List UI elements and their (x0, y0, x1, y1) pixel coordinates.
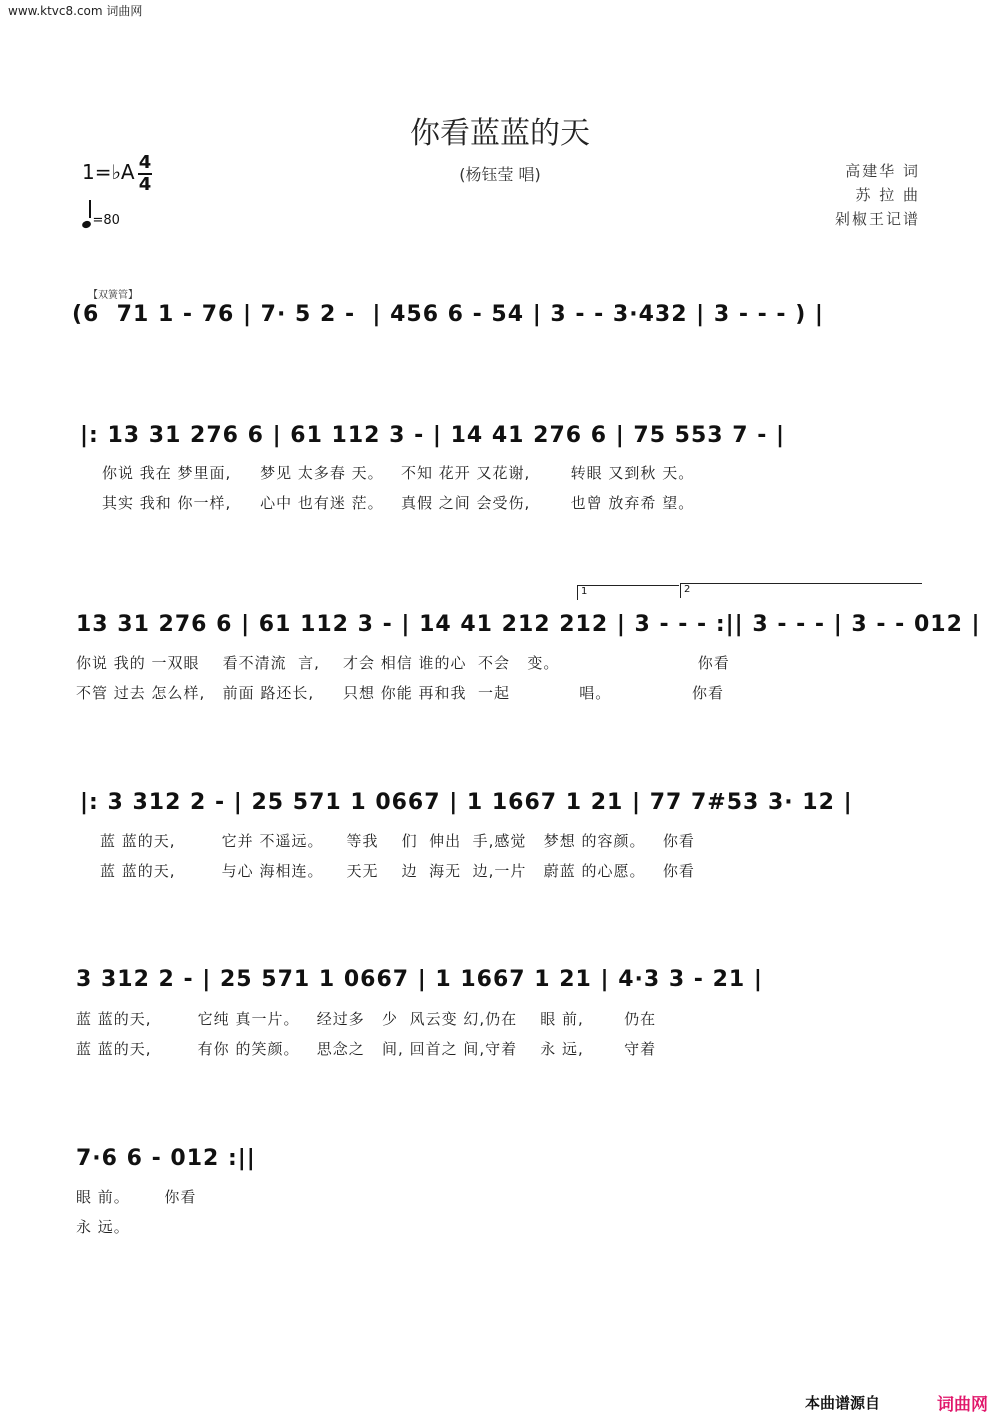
lyrics-line-1-verse-2: 其实 我和 你一样, 心中 也有迷 茫。 真假 之间 会受伤, 也曾 放弃希 望。 (102, 494, 695, 512)
song-title: 你看蓝蓝的天 (410, 116, 590, 151)
notation-line-1: |: 13 31 276 6 | 61 112 3 - | 14 41 276 6 | 75 553 7 - | (80, 423, 786, 448)
singer-credit: (杨钰莹 唱) (459, 165, 541, 184)
time-signature (138, 154, 152, 194)
lyrics-line-4-verse-1: 蓝 蓝的天, 它纯 真一片。 经过多 少 风云变 幻,仍在 眼 前, 仍在 (76, 1010, 657, 1028)
lyrics-line-4-verse-2: 蓝 蓝的天, 有你 的笑颜。 思念之 间, 回首之 间,守着 永 远, 守着 (76, 1040, 657, 1058)
time-signature-bottom: 4 (138, 174, 152, 195)
notation-line-5: 7·6 6 - 012 :|| (76, 1146, 256, 1171)
lyrics-line-1-verse-1: 你说 我在 梦里面, 梦见 太多春 天。 不知 花开 又花谢, 转眼 又到秋 天。 (102, 464, 695, 482)
first-ending-bracket: 1 (577, 585, 679, 600)
lyrics-line-2-verse-1: 你说 我的 一双眼 看不清流 言, 才会 相信 谁的心 不会 变。 你看 (76, 654, 730, 672)
notation-line-intro: (6 71 1 - 76 | 7· 5 2 - | 456 6 - 54 | 3 - - 3·432 | 3 - - - ) | (72, 302, 824, 327)
lyrics-line-5-verse-1: 眼 前。 你看 (76, 1188, 197, 1206)
time-signature-top: 4 (138, 152, 152, 173)
key-signature: 1=♭A (82, 160, 135, 184)
lyrics-line-2-verse-2: 不管 过去 怎么样, 前面 路还长, 只想 你能 再和我 一起 唱。 你看 (76, 684, 725, 702)
lyrics-line-5-verse-2: 永 远。 (76, 1218, 130, 1236)
lyricist-credit: 高建华 词 (845, 162, 920, 180)
notation-line-3: |: 3 312 2 - | 25 571 1 0667 | 1 1667 1 21 | 77 7#53 3· 12 | (80, 790, 853, 815)
source-watermark: www.ktvc8.com 词曲网 (8, 4, 143, 18)
lyrics-line-3-verse-1: 蓝 蓝的天, 它并 不遥远。 等我 们 伸出 手,感觉 梦想 的容颜。 你看 (100, 832, 695, 850)
second-ending-bracket: 2 (680, 583, 922, 598)
notation-line-2: 13 31 276 6 | 61 112 3 - | 14 41 212 212 | 3 - - - :|| 3 - - - | 3 - - 012 | (76, 612, 981, 637)
tempo-marking (82, 206, 120, 228)
tempo-value: =80 (92, 213, 120, 228)
lyrics-line-3-verse-2: 蓝 蓝的天, 与心 海相连。 天无 边 海无 边,一片 蔚蓝 的心愿。 你看 (100, 862, 695, 880)
footer-source-label: 本曲谱源自 (804, 1394, 880, 1412)
composer-credit: 苏 拉 曲 (855, 186, 920, 204)
notation-line-4: 3 312 2 - | 25 571 1 0667 | 1 1667 1 21 | 4·3 3 - 21 | (76, 967, 763, 992)
instrument-label: 【双簧管】 (88, 290, 138, 301)
footer-brand-link[interactable]: 词曲网 (937, 1395, 988, 1415)
transcriber-credit: 剁椒王记谱 (834, 210, 920, 228)
quarter-note-icon (81, 220, 92, 230)
